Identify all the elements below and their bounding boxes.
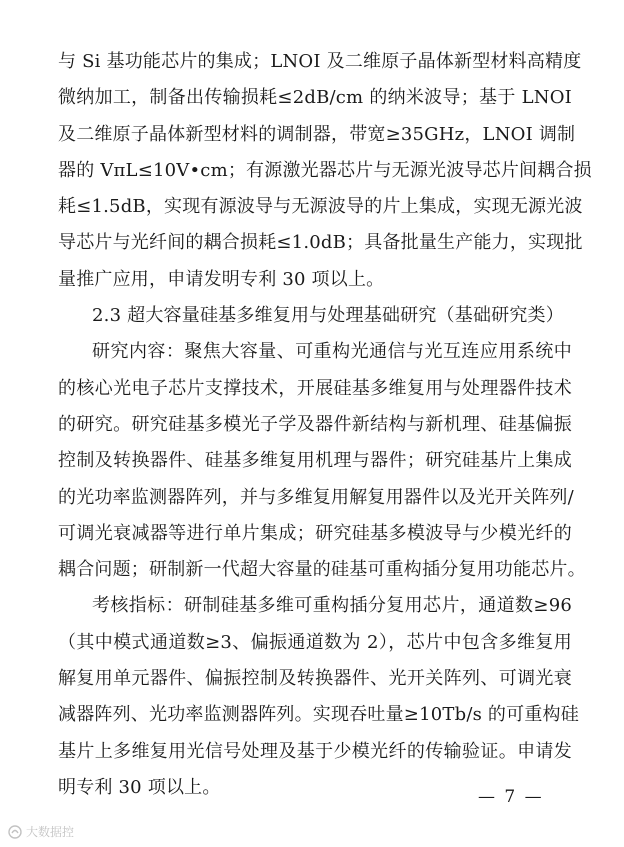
body-line: 耦合问题；研制新一代超大容量的硅基可重构插分复用功能芯片。 (58, 559, 586, 581)
body-line: 的研究。研究硅基多模光子学及器件新结构与新机理、硅基偏振 (58, 413, 572, 435)
body-line: 与 Si 基功能芯片的集成；LNOI 及二维原子晶体新型材料高精度 (58, 51, 582, 72)
body-line: 的光功率监测器阵列，并与多维复用解复用器件以及光开关阵列/ (58, 486, 574, 508)
body-line: 基片上多维复用光信号处理及基于少模光纤的传输验证。申请发 (58, 740, 572, 762)
body-line: 可调光衰减器等进行单片集成；研究硅基多模波导与少模光纤的 (58, 522, 572, 544)
body-line: 导芯片与光纤间的耦合损耗≤1.0dB；具备批量生产能力，实现批 (58, 232, 583, 254)
body-line: 量推广应用，申请发明专利 30 项以上。 (58, 268, 385, 290)
paragraph-first-line: 研究内容：聚焦大容量、可重构光通信与光互连应用系统中 (92, 341, 572, 363)
body-line: 的核心光电子芯片支撑技术，开展硅基多维复用与处理器件技术 (58, 377, 572, 399)
document-page (58, 44, 592, 806)
body-line: （其中模式通道数≥3、偏振通道数为 2），芯片中包含多维复用 (58, 631, 572, 653)
body-line: 明专利 30 项以上。 (58, 776, 221, 798)
watermark-logo-icon (8, 825, 22, 839)
watermark (8, 823, 74, 840)
section-heading: 2.3 超大容量硅基多维复用与处理基础研究（基础研究类） (92, 305, 564, 327)
body-line: 解复用单元器件、偏振控制及转换器件、光开关阵列、可调光衰 (58, 668, 572, 690)
body-line: 微纳加工，制备出传输损耗≤2dB/cm 的纳米波导；基于 LNOI (58, 87, 572, 109)
body-line: 及二维原子晶体新型材料的调制器，带宽≥35GHz，LNOI 调制 (58, 123, 576, 145)
body-line: 器的 VπL≤10V•cm；有源激光器芯片与无源光波导芯片间耦合损 (58, 159, 592, 181)
watermark-text: 大数据控 (26, 825, 75, 839)
body-line: 耗≤1.5dB，实现有源波导与无源波导的片上集成，实现无源光波 (58, 196, 583, 218)
body-line: 减器阵列、光功率监测器阵列。实现吞吐量≥10Tb/s 的可重构硅 (58, 704, 579, 726)
page-number: — 7 — (478, 787, 544, 807)
body-line: 控制及转换器件、硅基多维复用机理与器件；研究硅基片上集成 (58, 450, 572, 472)
paragraph-first-line: 考核指标：研制硅基多维可重构插分复用芯片，通道数≥96 (92, 595, 572, 617)
